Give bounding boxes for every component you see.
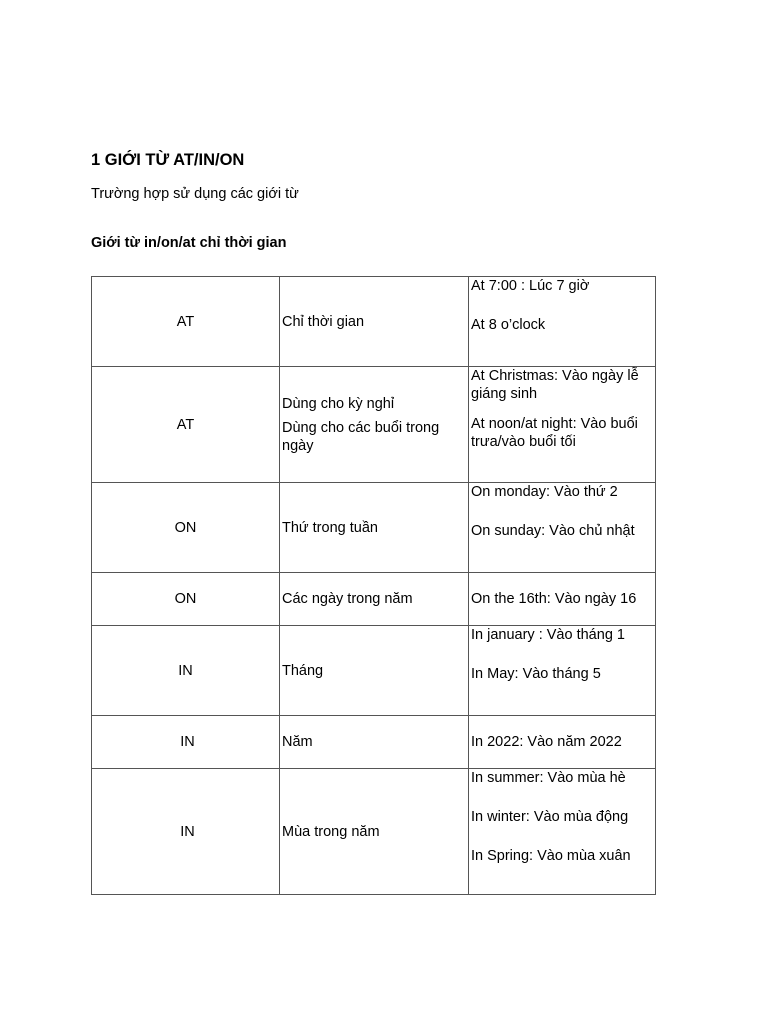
section-title: Giới từ in/on/at chỉ thời gian <box>91 235 287 251</box>
usage-text: Tháng <box>282 662 324 679</box>
example-cell <box>469 716 656 769</box>
usage-text: Các ngày trong năm <box>282 591 413 607</box>
usage-text: Năm <box>282 734 313 750</box>
example-text: At 7:00 : Lúc 7 giờ <box>471 278 590 294</box>
subtitle: Trường hợp sử dụng các giới từ <box>91 186 299 202</box>
example-cell <box>469 573 656 626</box>
table-row <box>92 716 656 769</box>
preposition-cell <box>92 716 280 769</box>
preposition-text: IN <box>180 734 195 750</box>
table-row <box>92 367 656 483</box>
example-text: At Christmas: Vào ngày lễ giáng sinh <box>471 368 639 402</box>
example-text: On sunday: Vào chủ nhật <box>471 523 635 539</box>
example-cell <box>469 277 656 367</box>
example-text: At 8 o’clock <box>471 317 546 333</box>
example-text: In May: Vào tháng 5 <box>471 666 601 682</box>
usage-cell <box>280 277 469 367</box>
usage-cell <box>280 626 469 716</box>
preposition-cell: AT <box>92 277 280 367</box>
example-text: In Spring: Vào mùa xuân <box>471 848 631 864</box>
table-row <box>92 769 656 895</box>
usage-text: Dùng cho các buổi trong ngày <box>282 419 440 454</box>
usage-text: Mùa trong năm <box>282 823 380 840</box>
table-row <box>92 483 656 573</box>
preposition-cell: AT <box>92 367 280 483</box>
example-text: In winter: Vào mùa động <box>471 809 629 825</box>
preposition-cell: ON <box>92 483 280 573</box>
example-text: At noon/at night: Vào buổi trưa/vào buổi tối <box>471 416 638 450</box>
usage-cell <box>280 367 469 483</box>
usage-cell <box>280 716 469 769</box>
usage-text: Chỉ thời gian <box>282 313 365 330</box>
example-text: On the 16th: Vào ngày 16 <box>471 591 637 607</box>
table-row <box>92 573 656 626</box>
usage-cell <box>280 769 469 895</box>
preposition-cell: IN <box>92 626 280 716</box>
usage-text: Dùng cho kỳ nghỉ <box>282 395 395 412</box>
example-text: In 2022: Vào năm 2022 <box>471 734 622 750</box>
preposition-cell <box>92 769 280 895</box>
preposition-text: IN <box>180 823 195 840</box>
example-text: On monday: Vào thứ 2 <box>471 484 618 500</box>
example-text: In summer: Vào mùa hè <box>471 770 626 786</box>
example-cell <box>469 483 656 573</box>
preposition-table <box>91 276 656 895</box>
table-row <box>92 626 656 716</box>
example-cell <box>469 626 656 716</box>
usage-cell <box>280 573 469 626</box>
example-text: In january : Vào tháng 1 <box>471 627 625 643</box>
example-cell <box>469 769 656 895</box>
table-row <box>92 277 656 367</box>
usage-cell <box>280 483 469 573</box>
page-heading: 1 GIỚI TỪ AT/IN/ON <box>91 151 245 169</box>
example-cell <box>469 367 656 483</box>
preposition-cell: ON <box>92 573 280 626</box>
usage-text: Thứ trong tuần <box>282 519 378 536</box>
